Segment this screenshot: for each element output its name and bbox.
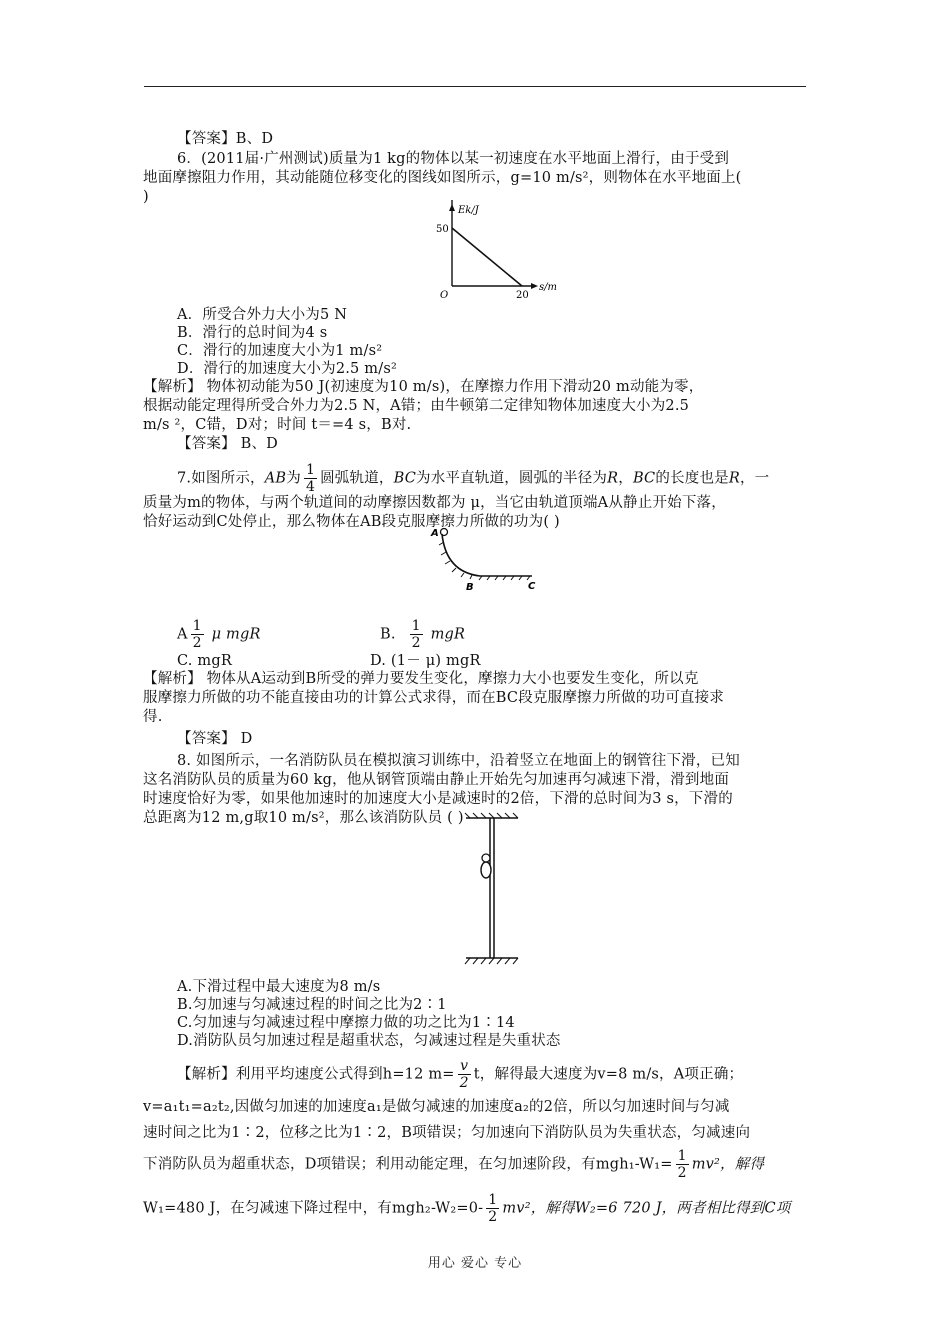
q6-stem-line2: 地面摩擦阻力作用，其动能随位移变化的图线如图所示，g=10 m/s²，则物体在水平地面上( (143, 170, 742, 186)
q7-stem-line2: 质量为m的物体，与两个轨道间的动摩擦因数都为 μ，当它由轨道顶端A从静止开始下落， (143, 495, 726, 511)
q8-option-a: A.下滑过程中最大速度为8 m/s (177, 979, 381, 995)
q7-answer: 【答案】 D (177, 731, 253, 747)
track-curve (442, 534, 532, 576)
q5-answer: 【答案】B、D (177, 131, 274, 147)
graph-x-tick: 20 (516, 290, 529, 300)
q6-option-b: B．滑行的总时间为4 s (177, 325, 328, 341)
q8-stem-line3: 时速度恰好为零，如果他加速时的加速度大小是减速时的2倍，下滑的总时间为3 s，下滑的 (143, 791, 733, 807)
q8-option-d: D.消防队员匀加速过程是超重状态，匀减速过程是失重状态 (177, 1033, 561, 1049)
q7-stem-line3: 恰好运动到C处停止，那么物体在AB段克服摩擦力所做的功为( ) (143, 514, 560, 530)
q7-analysis-line3: 得. (143, 709, 163, 725)
graph-origin: O (440, 290, 449, 300)
q7-stem-line1: 7.如图所示，AB为 $\frac{1}{4}$ 圆弧轨道，BC为水平直轨道，圆弧的半径为R，BC的长度也是R，一 (177, 462, 770, 495)
q8-analysis-line1: 【解析】利用平均速度公式得到h=12 m= $\frac{v}{2}$ t，解得最大速度为v=8 m/s，A项正确； (177, 1058, 744, 1091)
q7-option-a: A $\frac{1}{2}$ μ mgR (177, 618, 261, 651)
label-a: A (431, 528, 439, 539)
q6-energy-graph (400, 200, 565, 300)
q7-track-figure (420, 520, 540, 598)
page-footer: 用心 爱心 专心 (427, 1256, 523, 1271)
q8-analysis-line5: W₁=480 J，在匀减速下降过程中，有mgh₂-W₂=0- $\frac{1}{2}$ mv²，解得W₂=6 720 J，两者相比得到C项 (143, 1192, 791, 1225)
q6-analysis-line3: m/s ²，C错，D对；时间 t＝=4 s，B对. (143, 417, 412, 433)
firefighter-icon (481, 862, 491, 878)
q7-option-c: C. mgR (177, 653, 232, 669)
track-hatching (439, 542, 530, 580)
q8-analysis-line2: v=a₁t₁=a₂t₂,因做匀加速的加速度a₁是做匀减速的加速度a₂的2倍，所以匀加速时间与匀减 (143, 1099, 730, 1115)
q6-analysis-line2: 根据动能定理得所受合外力为2.5 N，A错；由牛顿第二定律知物体加速度大小为2.5 (143, 398, 690, 414)
q8-pole-figure (462, 812, 522, 968)
q6-answer: 【答案】 B、D (177, 436, 278, 452)
q8-analysis-line4: 下消防队员为超重状态，D项错误；利用动能定理，在匀加速阶段，有mgh₁-W₁= $\frac{1}{2}$ mv²，解得 (143, 1148, 765, 1181)
ground-hatching (465, 958, 518, 964)
q7-option-d: D. (1－ μ) mgR (370, 653, 481, 669)
x-axis-arrow-icon (531, 283, 538, 289)
q8-stem-line2: 这名消防队员的质量为60 kg，他从钢管顶端由静止开始先匀加速再匀减速下滑，滑到地面 (143, 772, 730, 788)
q6-option-a: A．所受合外力大小为5 N (177, 307, 348, 323)
energy-line (452, 228, 522, 286)
header-rule (144, 86, 806, 87)
q6-stem-line3: ) (143, 189, 149, 205)
q7-analysis-line2: 服摩擦力所做的功不能直接由功的计算公式求得，而在BC段克服摩擦力所做的功可直接求 (143, 690, 725, 706)
q8-analysis-line3: 速时间之比为1∶2，位移之比为1∶2，B项错误；匀加速向下消防队员为失重状态，匀减速向 (143, 1125, 751, 1141)
label-c: C (528, 581, 536, 592)
graph-xlabel: s/m (539, 282, 557, 293)
q8-option-c: C.匀加速与匀减速过程中摩擦力做的功之比为1∶14 (177, 1015, 515, 1031)
graph-y-tick: 50 (436, 224, 449, 235)
q6-analysis-line1: 【解析】 物体初动能为50 J(初速度为10 m/s)，在摩擦力作用下滑动20 m动能为零， (143, 379, 704, 395)
object-ball (441, 529, 448, 536)
graph-ylabel: Ek/J (458, 205, 479, 216)
y-axis-arrow-icon (449, 204, 455, 211)
q6-option-c: C．滑行的加速度大小为1 m/s² (177, 343, 383, 359)
label-b: B (466, 582, 474, 593)
q8-stem-line1: 8. 如图所示，一名消防队员在模拟演习训练中，沿着竖立在地面上的钢管往下滑，已知 (177, 753, 740, 769)
q6-option-d: D．滑行的加速度大小为2.5 m/s² (177, 361, 397, 377)
q8-stem-line4: 总距离为12 m,g取10 m/s²，那么该消防队员 ( ) (143, 810, 464, 826)
q6-stem-line1: 6．(2011届·广州测试)质量为1 kg的物体以某一初速度在水平地面上滑行，由于受到 (177, 151, 730, 167)
q8-option-b: B.匀加速与匀减速过程的时间之比为2∶1 (177, 997, 447, 1013)
quarter-fraction: $\frac{1}{4}$ (305, 462, 316, 495)
q7-option-b: B. $\frac{1}{2}$ mgR (380, 618, 466, 651)
q7-analysis-line1: 【解析】 物体从A运动到B所受的弹力要发生变化，摩擦力大小也要发生变化，所以克 (143, 671, 699, 687)
